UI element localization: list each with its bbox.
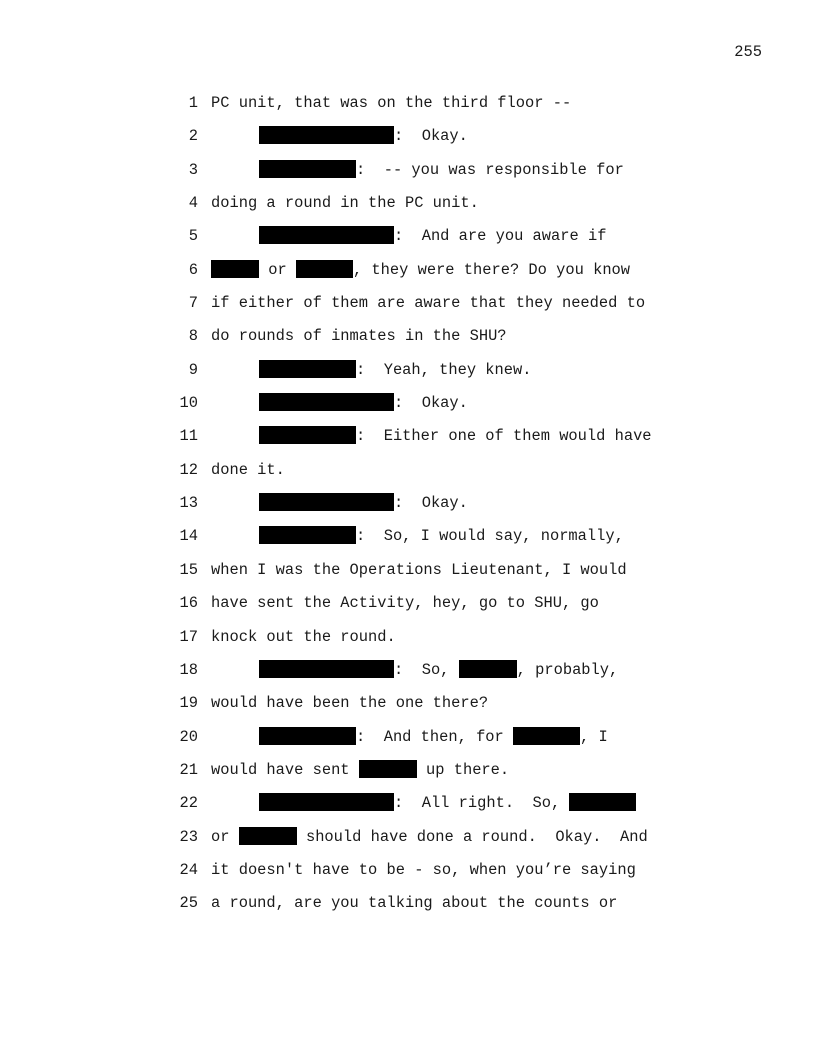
transcript-line bbox=[0, 526, 816, 559]
transcript-lines bbox=[0, 93, 816, 927]
line-number: 3 bbox=[188, 160, 198, 179]
line-text-segment: : Yeah, they knew. bbox=[356, 360, 532, 379]
transcript-line bbox=[0, 860, 816, 893]
line-text-segment: : Either one of them would have bbox=[356, 427, 652, 446]
line-text bbox=[259, 360, 531, 380]
line-text-segment: , probably, bbox=[516, 660, 619, 679]
line-text bbox=[259, 727, 608, 747]
line-number: 9 bbox=[188, 360, 198, 379]
transcript-line bbox=[0, 893, 816, 926]
line-number: 15 bbox=[179, 560, 198, 579]
redaction-bar bbox=[569, 793, 636, 811]
line-number: 21 bbox=[179, 760, 198, 779]
transcript-line bbox=[0, 727, 816, 760]
transcript-line bbox=[0, 126, 816, 159]
line-text bbox=[259, 126, 468, 146]
line-text-segment: : Okay. bbox=[394, 394, 468, 413]
line-text-segment: up there. bbox=[416, 760, 510, 779]
line-text-segment: : And are you aware if bbox=[394, 227, 607, 246]
line-text-segment: : Okay. bbox=[394, 494, 468, 513]
line-text: would have been the one there? bbox=[211, 694, 489, 713]
line-text bbox=[211, 260, 630, 280]
line-number: 18 bbox=[179, 660, 198, 679]
line-number: 16 bbox=[179, 594, 198, 613]
line-text bbox=[259, 526, 624, 546]
line-number: 19 bbox=[179, 694, 198, 713]
line-text: knock out the round. bbox=[211, 627, 396, 646]
redaction-bar bbox=[259, 727, 356, 745]
transcript-line bbox=[0, 193, 816, 226]
redaction-bar bbox=[259, 160, 356, 178]
transcript-line bbox=[0, 627, 816, 660]
line-number: 10 bbox=[179, 394, 198, 413]
transcript-line bbox=[0, 493, 816, 526]
line-text: done it. bbox=[211, 460, 285, 479]
redaction-bar bbox=[259, 126, 394, 144]
line-text-segment: or bbox=[211, 827, 239, 846]
redaction-bar bbox=[259, 393, 394, 411]
redaction-bar bbox=[211, 260, 259, 278]
redaction-bar bbox=[296, 260, 353, 278]
line-text-segment: would have sent bbox=[211, 760, 359, 779]
line-text bbox=[259, 493, 468, 513]
line-text: it doesn't have to be - so, when you’re saying bbox=[211, 860, 636, 879]
line-text-segment: : Okay. bbox=[394, 127, 468, 146]
line-text bbox=[259, 160, 624, 180]
line-text-segment: , I bbox=[580, 727, 608, 746]
line-number: 14 bbox=[179, 527, 198, 546]
line-text: doing a round in the PC unit. bbox=[211, 194, 479, 213]
line-text: have sent the Activity, hey, go to SHU, go bbox=[211, 594, 599, 613]
page-number: 255 bbox=[734, 43, 762, 61]
transcript-line bbox=[0, 360, 816, 393]
redaction-bar bbox=[259, 660, 394, 678]
line-text bbox=[259, 226, 606, 246]
line-text-segment: : So, I would say, normally, bbox=[356, 527, 624, 546]
line-number: 6 bbox=[188, 260, 198, 279]
line-number: 12 bbox=[179, 460, 198, 479]
line-text-segment: : And then, for bbox=[356, 727, 514, 746]
line-number: 20 bbox=[179, 727, 198, 746]
line-number: 24 bbox=[179, 860, 198, 879]
transcript-line bbox=[0, 660, 816, 693]
line-number: 7 bbox=[188, 294, 198, 313]
transcript-line bbox=[0, 793, 816, 826]
transcript-line bbox=[0, 260, 816, 293]
transcript-line bbox=[0, 593, 816, 626]
redaction-bar bbox=[259, 360, 356, 378]
line-text bbox=[259, 426, 652, 446]
line-text: if either of them are aware that they needed to bbox=[211, 294, 646, 313]
line-number: 23 bbox=[179, 827, 198, 846]
line-text-segment: : So, bbox=[394, 660, 459, 679]
line-number: 17 bbox=[179, 627, 198, 646]
transcript-line bbox=[0, 460, 816, 493]
redaction-bar bbox=[259, 426, 356, 444]
transcript-line bbox=[0, 760, 816, 793]
line-number: 22 bbox=[179, 794, 198, 813]
transcript-line bbox=[0, 693, 816, 726]
redaction-bar bbox=[459, 660, 517, 678]
line-number: 5 bbox=[188, 227, 198, 246]
redaction-bar bbox=[259, 226, 394, 244]
transcript-line bbox=[0, 393, 816, 426]
line-number: 25 bbox=[179, 894, 198, 913]
line-number: 8 bbox=[188, 327, 198, 346]
transcript-line bbox=[0, 93, 816, 126]
line-text bbox=[211, 760, 509, 780]
redaction-bar bbox=[239, 827, 297, 845]
transcript-line bbox=[0, 326, 816, 359]
transcript-line bbox=[0, 560, 816, 593]
line-text-segment: or bbox=[259, 260, 296, 279]
line-text-segment: should have done a round. Okay. And bbox=[296, 827, 648, 846]
transcript-line bbox=[0, 293, 816, 326]
transcript-line bbox=[0, 160, 816, 193]
line-text bbox=[211, 827, 648, 847]
line-number: 13 bbox=[179, 494, 198, 513]
line-text: do rounds of inmates in the SHU? bbox=[211, 327, 507, 346]
line-number: 1 bbox=[188, 94, 198, 112]
line-text bbox=[259, 793, 636, 813]
redaction-bar bbox=[359, 760, 417, 778]
redaction-bar bbox=[259, 493, 394, 511]
line-text: PC unit, that was on the third floor -- bbox=[211, 94, 572, 112]
redaction-bar bbox=[513, 727, 580, 745]
redaction-bar bbox=[259, 526, 356, 544]
redaction-bar bbox=[259, 793, 394, 811]
line-text-segment: : -- you was responsible for bbox=[356, 160, 624, 179]
line-text: when I was the Operations Lieutenant, I would bbox=[211, 560, 627, 579]
line-number: 11 bbox=[179, 427, 198, 446]
line-number: 4 bbox=[188, 194, 198, 213]
line-number: 2 bbox=[188, 127, 198, 146]
line-text-segment: : All right. So, bbox=[394, 794, 570, 813]
transcript-line bbox=[0, 426, 816, 459]
line-text-segment: , they were there? Do you know bbox=[352, 260, 631, 279]
line-text: a round, are you talking about the counts or bbox=[211, 894, 618, 913]
line-text bbox=[259, 660, 618, 680]
transcript-line bbox=[0, 226, 816, 259]
line-text bbox=[259, 393, 468, 413]
transcript-line bbox=[0, 827, 816, 860]
